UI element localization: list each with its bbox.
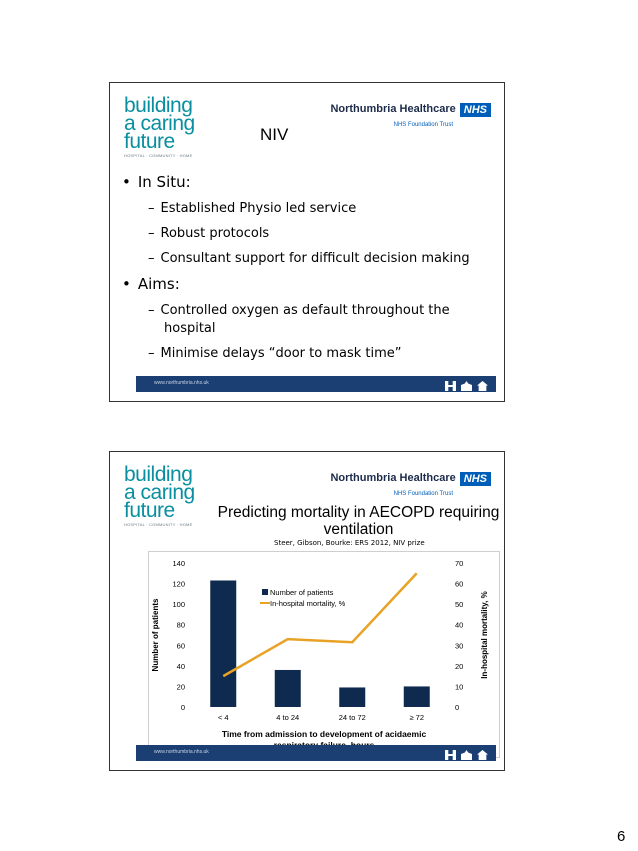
logo-word-1: building	[124, 94, 193, 117]
logo-word-3: future	[124, 130, 175, 153]
slide-niv	[109, 82, 505, 402]
logo-tagline: HOSPITAL · COMMUNITY · HOME	[124, 522, 193, 527]
logo-word-2: a caring	[124, 112, 195, 135]
slide-title: Predicting mortality in AECOPD requiring ventilation	[217, 504, 500, 538]
y2-tick-label: 60	[455, 579, 464, 589]
bullet-aims: • Aims:	[122, 275, 492, 293]
northumbria-nhs-logo	[330, 103, 491, 128]
legend-label-line: In-hospital mortality, %	[270, 599, 346, 608]
y2-tick-label: 0	[455, 703, 460, 712]
sub-bullet: – Consultant support for difficult decision making	[148, 250, 492, 268]
x-tick-label: < 4	[217, 713, 229, 722]
chart-svg	[149, 552, 499, 757]
bar	[339, 687, 365, 707]
y2-tick-label: 50	[455, 600, 464, 610]
x-tick-label: ≥ 72	[409, 713, 425, 722]
y2-tick-label: 40	[455, 620, 464, 630]
y2-tick-label: 30	[455, 641, 464, 651]
x-tick-label: 24 to 72	[338, 713, 366, 722]
footer-url: www.northumbria.nhs.uk	[154, 380, 209, 386]
community-icon	[461, 750, 472, 760]
y2-axis-title: In-hospital mortality, %	[480, 591, 489, 679]
org-name: Northumbria Healthcare	[330, 472, 456, 484]
nhs-badge: NHS	[460, 103, 491, 117]
sub-bullet: – Established Physio led service	[148, 200, 492, 218]
y2-tick-label: 70	[455, 559, 464, 568]
hospital-icon	[445, 381, 456, 391]
sub-bullet: – Controlled oxygen as default throughout the hospital	[148, 302, 492, 338]
bar	[404, 686, 430, 707]
citation: Steer, Gibson, Bourke: ERS 2012, NIV prize	[274, 539, 425, 547]
y-tick-label: 40	[176, 661, 185, 671]
legend-swatch-bar	[262, 589, 268, 595]
bullet-list	[122, 173, 492, 370]
y-tick-label: 20	[176, 682, 185, 692]
northumbria-nhs-logo	[330, 472, 491, 497]
mortality-chart	[148, 551, 500, 758]
logo-word-1: building	[124, 463, 193, 486]
hospital-icon	[445, 750, 456, 760]
x-axis-title: Time from admission to development of acidaemic	[221, 729, 427, 739]
y-tick-label: 60	[176, 641, 185, 651]
footer-bar	[136, 745, 496, 761]
x-tick-label: 4 to 24	[276, 713, 300, 722]
slide-title: NIV	[260, 125, 289, 144]
org-subtitle: NHS Foundation Trust	[393, 122, 453, 128]
y-tick-label: 0	[180, 703, 185, 712]
sub-bullet: – Robust protocols	[148, 225, 492, 243]
footer-icons	[440, 378, 488, 396]
logo-word-2: a caring	[124, 481, 195, 504]
slide-predicting-mortality	[109, 451, 505, 771]
bar	[210, 580, 236, 707]
bullet-in-situ: • In Situ:	[122, 173, 492, 191]
y2-tick-label: 10	[455, 682, 464, 692]
sub-bullet: – Minimise delays “door to mask time”	[148, 345, 492, 363]
community-icon	[461, 381, 472, 391]
legend-label-bar: Number of patients	[270, 588, 334, 597]
org-name: Northumbria Healthcare	[330, 103, 456, 115]
footer-icons	[440, 747, 488, 765]
bar	[275, 670, 301, 707]
home-icon	[477, 381, 488, 391]
y-tick-label: 100	[172, 600, 185, 610]
footer-url: www.northumbria.nhs.uk	[154, 749, 209, 755]
y-tick-label: 140	[172, 559, 185, 568]
nhs-badge: NHS	[460, 472, 491, 486]
logo-word-3: future	[124, 499, 175, 522]
building-caring-future-logo	[124, 94, 220, 158]
y-tick-label: 80	[176, 620, 185, 630]
y2-tick-label: 20	[455, 661, 464, 671]
home-icon	[477, 750, 488, 760]
y-tick-label: 120	[172, 579, 185, 589]
footer-bar	[136, 376, 496, 392]
page-number: 6	[617, 828, 626, 845]
org-subtitle: NHS Foundation Trust	[393, 491, 453, 497]
logo-tagline: HOSPITAL · COMMUNITY · HOME	[124, 153, 193, 158]
y-axis-title: Number of patients	[151, 598, 160, 672]
